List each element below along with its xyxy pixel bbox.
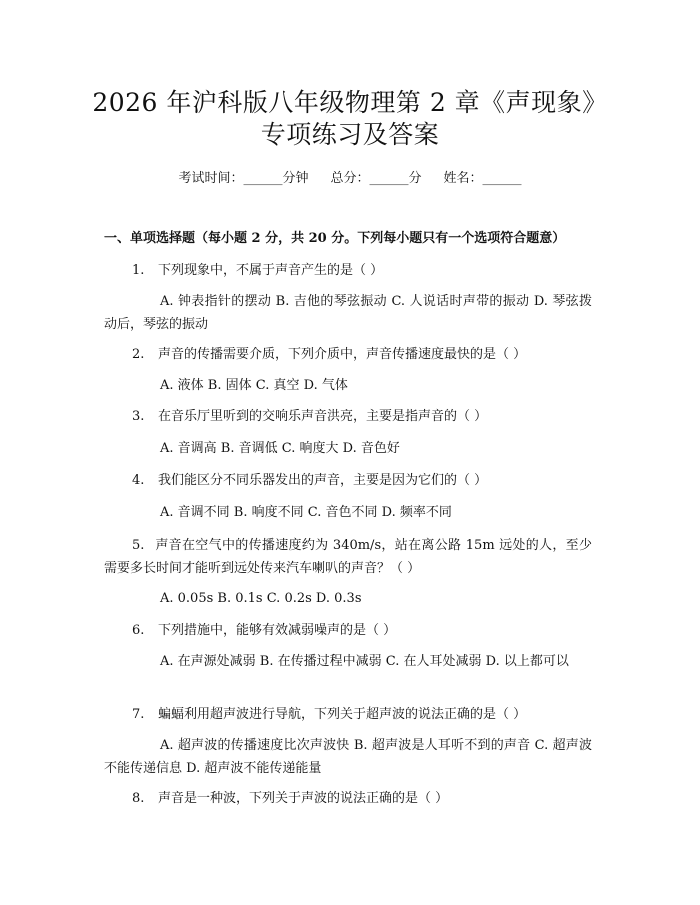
- question-text: 声音是一种波，下列关于声波的说法正确的是（ ）: [158, 791, 449, 806]
- question-options: A. 超声波的传播速度比次声波快 B. 超声波是人耳听不到的声音 C. 超声波不能传递信息 D. 超声波不能传递能量: [104, 738, 592, 776]
- question-number: 6.: [132, 623, 145, 638]
- question-number: 2.: [132, 347, 145, 362]
- question-options: A. 钟表指针的摆动 B. 吉他的琴弦振动 C. 人说话时声带的振动 D. 琴弦拨动后，琴弦的振动: [104, 294, 592, 332]
- question-text: 在音乐厅里听到的交响乐声音洪亮，主要是指声音的（ ）: [158, 409, 488, 424]
- document-title-line-1: 2026 年沪科版八年级物理第 2 章《声现象》: [92, 88, 608, 117]
- question-text: 我们能区分不同乐器发出的声音，主要是因为它们的（ ）: [158, 473, 488, 488]
- exam-time-field: 考试时间：______分钟: [178, 171, 309, 186]
- question-stem: [132, 408, 592, 426]
- question-number: 3.: [132, 409, 145, 424]
- question-number: 5.: [132, 538, 145, 553]
- question-stem: [132, 706, 592, 724]
- question-stem: [104, 534, 592, 580]
- question-text: 声音在空气中的传播速度约为 340m/s，站在离公路 15m 远处的人，至少需要多长时间才能听到远处传来汽车喇叭的声音？（ ）: [104, 538, 592, 576]
- question-options: A. 音调不同 B. 响度不同 C. 音色不同 D. 频率不同: [160, 505, 452, 520]
- question-number: 4.: [132, 473, 145, 488]
- question-text: 声音的传播需要介质，下列介质中，声音传播速度最快的是（ ）: [158, 347, 527, 362]
- question-options: A. 0.05s B. 0.1s C. 0.2s D. 0.3s: [160, 591, 362, 606]
- question-options: A. 在声源处减弱 B. 在传播过程中减弱 C. 在人耳处减弱 D. 以上都可以: [160, 654, 569, 669]
- question-stem: [132, 790, 592, 808]
- exam-meta-line: [0, 170, 700, 188]
- question-text: 下列措施中，能够有效减弱噪声的是（ ）: [158, 623, 397, 638]
- question-stem: [132, 262, 592, 280]
- question-number: 7.: [132, 707, 145, 722]
- question-options: A. 音调高 B. 音调低 C. 响度大 D. 音色好: [160, 441, 400, 456]
- question-number: 1.: [132, 263, 145, 278]
- question-stem: [132, 346, 592, 364]
- question-stem: [132, 472, 592, 490]
- question-stem: [132, 622, 592, 640]
- question-options: A. 液体 B. 固体 C. 真空 D. 气体: [160, 378, 348, 393]
- student-name-field: 姓名：______: [443, 171, 522, 186]
- question-number: 8.: [132, 791, 145, 806]
- question-text: 蝙蝠利用超声波进行导航，下列关于超声波的说法正确的是（ ）: [158, 707, 527, 722]
- document-title-line-2: 专项练习及答案: [260, 120, 440, 149]
- question-text: 下列现象中，不属于声音产生的是（ ）: [158, 263, 384, 278]
- total-score-field: 总分：______分: [330, 171, 422, 186]
- section-heading-single-choice: 一、单项选择题（每小题 2 分，共 20 分。下列每小题只有一个选项符合题意）: [104, 231, 566, 246]
